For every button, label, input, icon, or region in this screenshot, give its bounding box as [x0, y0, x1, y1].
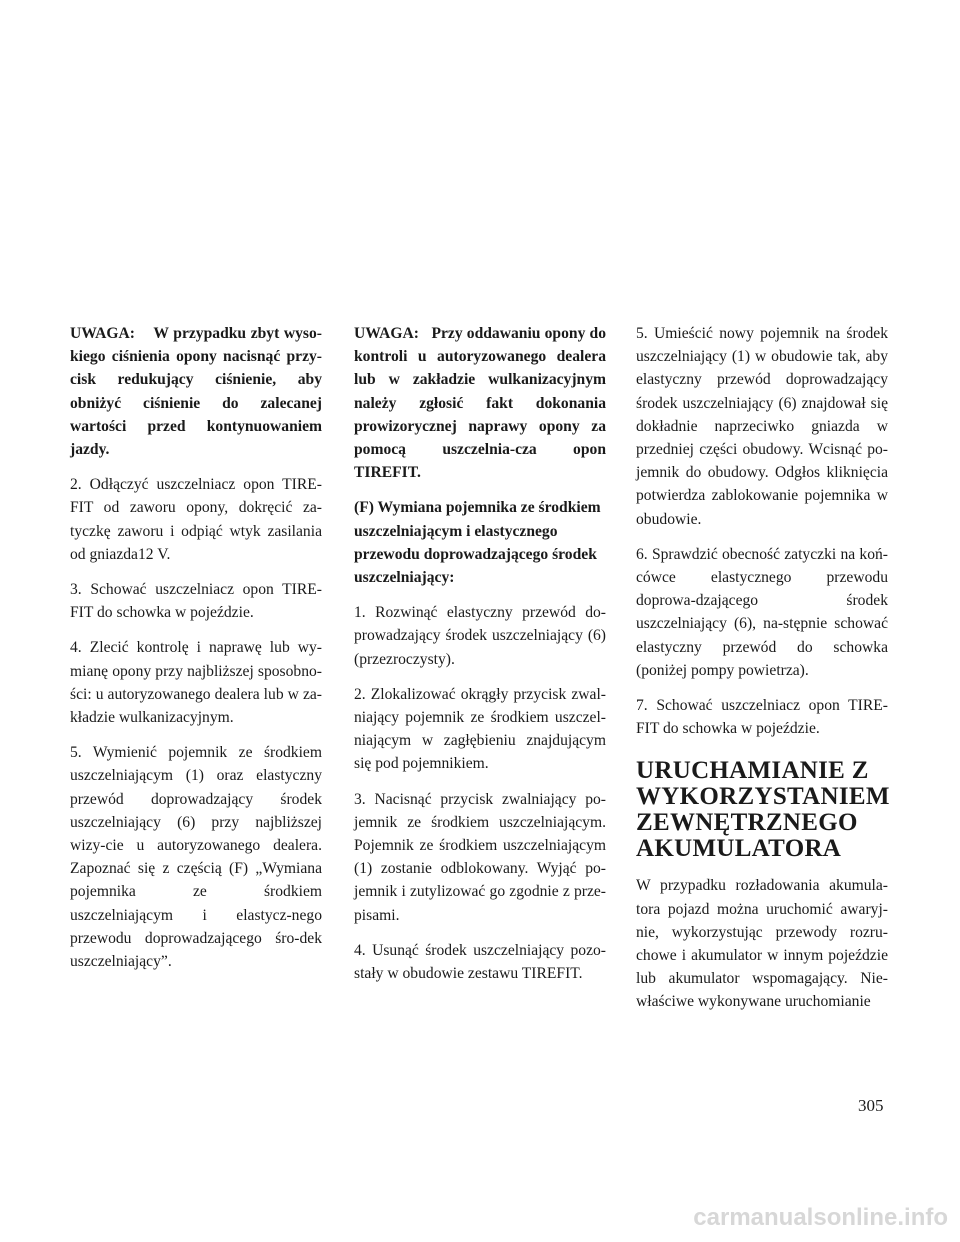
section-title-line: ZEWNĘTRZNEGO [636, 809, 858, 837]
step-5-replace: 5. Wymienić pojemnik ze środkiem uszczelniającym (1) oraz elastyczny przewód doprowadzający środek uszczelniający (6) przy najbliższej wizy-cie u autoryzowanego dealera. Zapoznać się z częścią (F) „Wymiana pojemnika ze środkiem uszczelniającym i elastycz-nego przewodu doprowadzającego śro-dek uszczelniający”. [70, 744, 322, 971]
section-title-line: WYKORZYSTANIEM [636, 783, 890, 811]
note-pressure: UWAGA: W przypadku zbyt wyso-kiego ciśnienia opony nacisnąć przy-cisk redukujący ciśnienie, aby obniżyć ciśnienie do zalecanej wartości przed kontynuowaniem jazdy. [70, 325, 322, 459]
section-title [636, 758, 888, 862]
step-3-store: 3. Schować uszczelniacz opon TIRE-FIT do schowka w pojeździe. [70, 581, 322, 622]
section-title-line: AKUMULATORA [636, 835, 842, 863]
section-title-line: URUCHAMIANIE Z [636, 757, 869, 785]
subsection-heading [354, 496, 606, 589]
jump-start-intro: W przypadku rozładowania akumula-tora pojazd można uruchomić awaryj-nie, wykorzystując przewody rozru-chowe i akumulator w innym pojeździe lub akumulator wspomagający. Nie-właściwe wykonywane uruchomianie [636, 877, 888, 1011]
step-4-remove: 4. Usunąć środek uszczelniający pozo-stały w obudowie zestawu TIREFIT. [354, 941, 606, 983]
step-4-inspect: 4. Zlecić kontrolę i naprawę lub wy-mianę opony przy najbliższej sposobno-ści: u autoryzowanego dealera lub w za-kładzie wulkanizacyjnym. [70, 639, 322, 727]
step-2-locate: 2. Zlokalizować okrągły przycisk zwal-niający pojemnik ze środkiem uszczel-niającym w zagłębieniu znajdującym się pod pojemnikiem. [354, 685, 606, 773]
page-number: 305 [858, 1096, 884, 1115]
heading-line: przewodu doprowadzającego środek [354, 545, 597, 563]
heading-line: uszczelniający: [354, 569, 455, 587]
step-3-press: 3. Nacisnąć przycisk zwalniający po-jemnik ze środkiem uszczelniającym. Pojemnik ze środkiem uszczelniającym (1) zostanie odblokowany. Wyjąć po-jemnik i zutylizować go zgodnie z prze-pisami. [354, 790, 606, 924]
heading-line: (F) Wymiana pojemnika ze środkiem [354, 499, 601, 517]
step-5-insert: 5. Umieścić nowy pojemnik na środek uszczelniający (1) w obudowie tak, aby elastyczny przewód doprowadzający środek uszczelniający (6) znajdował się dokładnie naprzeciwko gniazda w przedniej części obudowy. Wcisnąć po-jemnik do obudowy. Odgłos kliknięcia potwierdza zablokowanie pojemnika w obudowie. [636, 325, 888, 528]
heading-line: uszczelniającym i elastycznego [354, 522, 558, 540]
watermark: carmanualsonline.info [693, 1204, 948, 1231]
column-left [70, 322, 322, 985]
step-7-store: 7. Schować uszczelniacz opon TIRE-FIT do schowka w pojeździe. [636, 697, 888, 738]
column-right [636, 322, 888, 1026]
step-1-unroll: 1. Rozwinąć elastyczny przewód do-prowadzający środek uszczelniający (6) (przezroczysty). [354, 604, 606, 668]
column-middle [354, 322, 606, 997]
note-dealer: UWAGA: Przy oddawaniu opony do kontroli u autoryzowanego dealera lub w zakładzie wulkanizacyjnym należy zgłosić fakt dokonania prowizorycznej naprawy opony za pomocą uszczelnia-cza opon TIREFIT. [354, 325, 606, 482]
step-2-disconnect: 2. Odłączyć uszczelniacz opon TIRE-FIT od zaworu opony, dokręcić za-tyczkę zaworu i odpiąć wtyk zasilania od gniazda12 V. [70, 476, 322, 563]
step-6-check-cap: 6. Sprawdzić obecność zatyczki na koń-cówce elastycznego przewodu doprowa-dzającego środek uszczelniający (6), na-stępnie schować elastyczny przewód do schowka (poniżej pompy powietrza). [636, 545, 888, 679]
